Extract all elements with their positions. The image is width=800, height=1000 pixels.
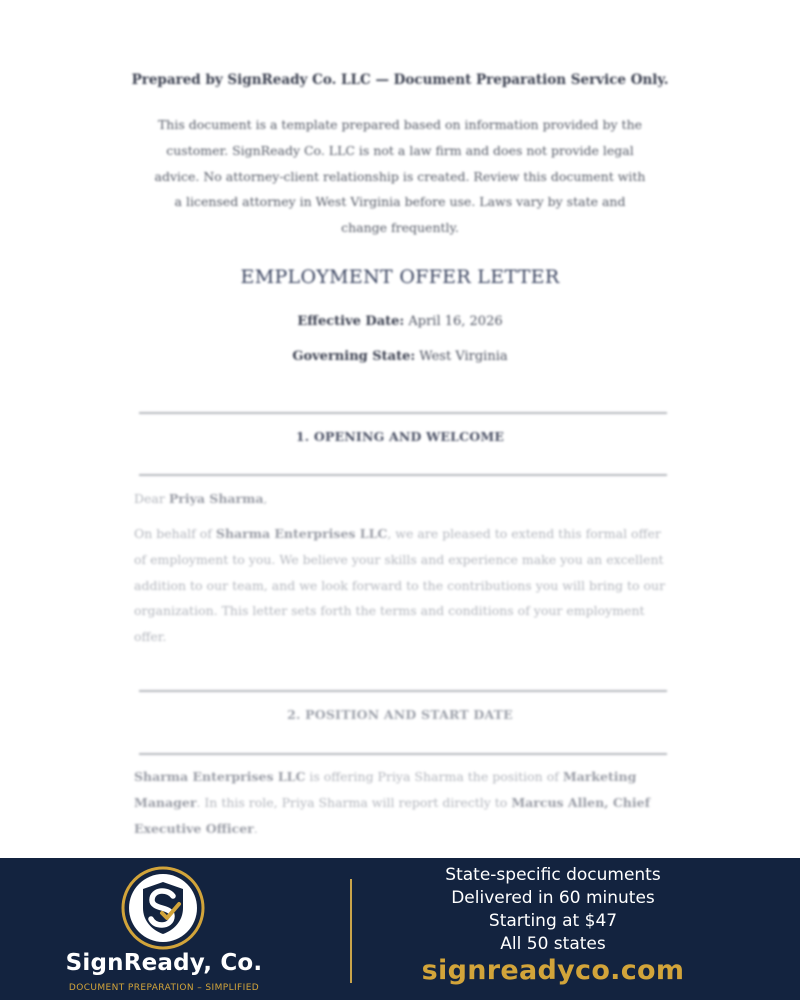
section-1-heading: 1. OPENING AND WELCOME [295,429,505,444]
shield-check-s-logo-icon [121,866,205,950]
promo-line: Delivered in 60 minutes [451,888,655,908]
opening-intro: On behalf of [134,526,212,541]
promo-line: State-specific documents [445,865,661,885]
manager-name: Marcus Allen, Chief Executive Officer [134,794,650,836]
disclaimer-text: This document is a template prepared based on information provided by the customer. SignReady Co. LLC is not a law firm and does not provide legal advice. No attorney-client relationship is created. Review this document with a licensed attorney in West Virginia before use. Laws vary by state and change frequently. [154,117,646,236]
position-text-1: is offering Priya Sharma the position of [305,769,559,784]
section-divider [139,474,667,476]
position-paragraph [134,764,674,841]
opening-rest: , we are pleased to extend this formal offer of employment to you. We believe your skills and experience make you an excellent addition to our team, and we look forward to the contributions you will bring to our organization. This letter sets forth the terms and conditions of your employment offer. [134,526,666,645]
salutation [134,486,674,512]
section-divider [139,753,667,755]
salutation-suffix: , [263,491,268,506]
governing-state-value: West Virginia [419,349,508,364]
brand-name: SignReady, Co. [65,950,263,976]
promo-line: Starting at $47 [488,911,618,931]
banner-divider [350,879,352,983]
effective-date-value: April 16, 2026 [408,314,503,329]
company-name: Sharma Enterprises LLC [215,526,388,541]
brand-tagline: DOCUMENT PREPARATION – SIMPLIFIED [68,983,260,993]
position-text-2: . In this role, Priya Sharma will report directly to [196,794,508,810]
effective-date-label: Effective Date: [297,314,405,329]
effective-date-line [0,314,800,329]
company-name: Sharma Enterprises LLC [134,769,306,784]
promo-line: All 50 states [500,934,606,954]
opening-paragraph [134,521,674,650]
recipient-name: Priya Sharma [168,491,264,506]
prepared-by-line: Prepared by SignReady Co. LLC — Document Preparation Service Only. [131,72,669,88]
governing-state-line [0,349,800,364]
position-text-3: . [253,820,258,836]
document-title: EMPLOYMENT OFFER LETTER [240,266,560,288]
position-title: Marketing Manager [134,769,637,810]
governing-state-label: Governing State: [292,349,416,364]
website-link[interactable]: signreadyco.com [421,955,685,986]
salutation-prefix: Dear [134,491,165,506]
section-divider [139,690,667,692]
section-divider [139,412,667,414]
section-2-heading: 2. POSITION AND START DATE [287,707,513,722]
